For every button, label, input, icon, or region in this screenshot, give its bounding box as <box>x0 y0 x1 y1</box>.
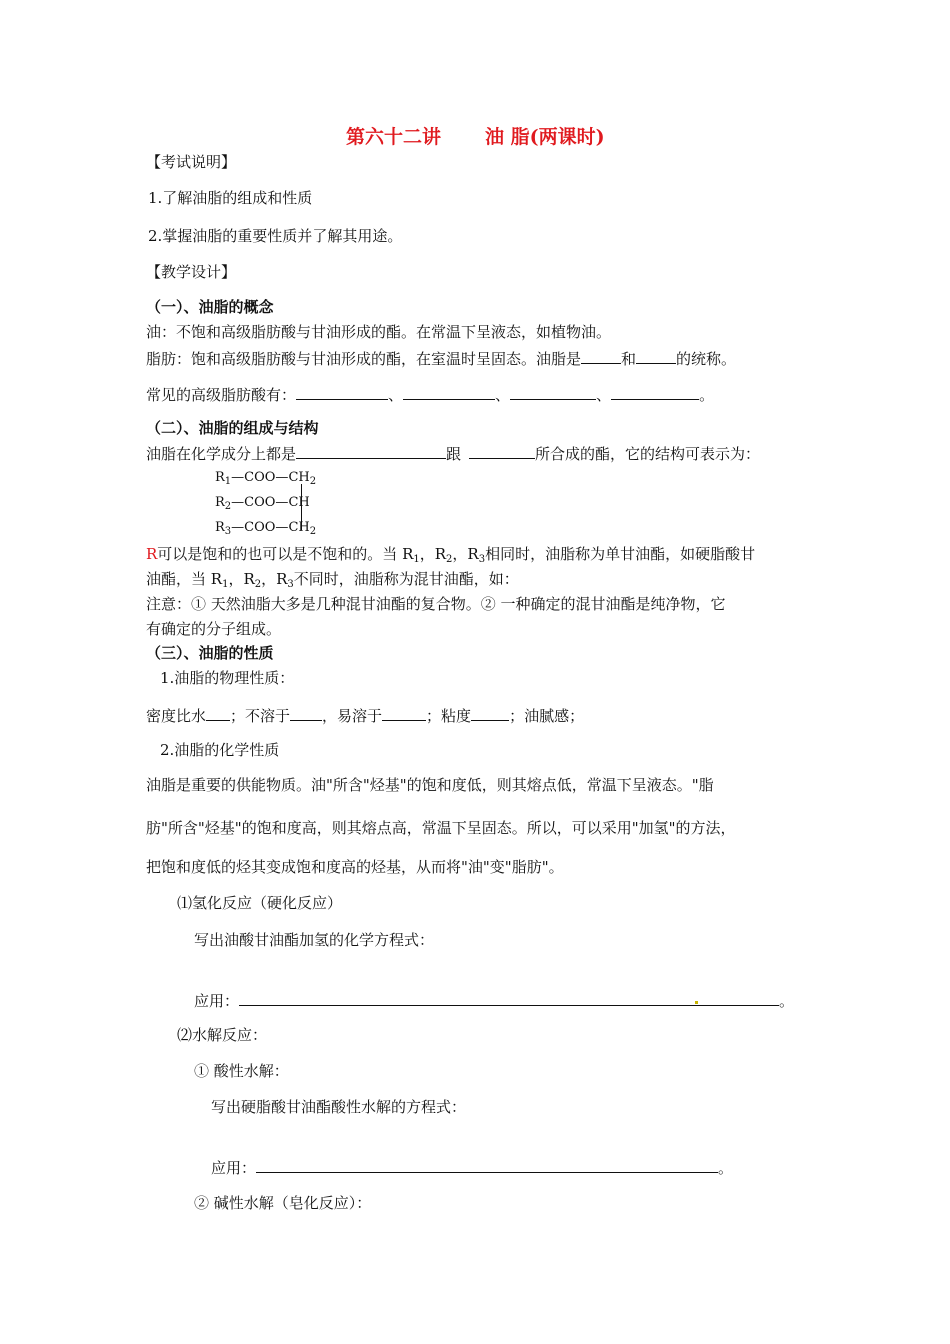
physical-properties-blanks: 密度比水 ；不溶于 ，易溶于 ；粘度 ；油腻感； <box>146 707 585 725</box>
acid-hydrolysis-application: 应用： 。 <box>211 1159 734 1177</box>
note-line-1: 注意：① 天然油脂大多是几种混甘油酯的复合物。② 一种确定的混甘油酯是纯净物，它 <box>146 595 726 613</box>
chem-paragraph-3: 把饱和度低的烃其变成饱和度高的烃基，从而将"油"变"脂肪"。 <box>146 858 564 876</box>
chemical-properties-heading: 2.油脂的化学性质 <box>160 741 280 759</box>
r-description-1: R可以是饱和的也可以是不饱和的。当 $R_1$，$R_2$，$R_3$相同时，油脂称为单甘油酯，如硬脂酸甘 <box>146 545 756 565</box>
design-heading: 【教学设计】 <box>146 263 237 281</box>
exam-heading: 【考试说明】 <box>146 153 237 171</box>
common-acids: 常见的高级脂肪酸有： 、 、 、 。 <box>146 386 715 404</box>
blank-fatty-acid[interactable] <box>469 443 535 459</box>
acid-hydrolysis-heading: ① 酸性水解： <box>194 1062 289 1080</box>
blank-soluble[interactable] <box>382 705 426 721</box>
stray-mark <box>695 1001 698 1004</box>
blank-acid-2[interactable] <box>403 384 495 400</box>
exam-item-2: 2.掌握油脂的重要性质并了解其用途。 <box>148 227 403 245</box>
hydrogenation-heading: ⑴氢化反应（硬化反应） <box>177 894 343 912</box>
blank-acid-1[interactable] <box>296 384 388 400</box>
oil-definition: 油：不饱和高级脂肪酸与甘油形成的酯。在常温下呈液态，如植物油。 <box>146 323 612 341</box>
hydrolysis-heading: ⑵水解反应： <box>177 1026 268 1044</box>
blank-density[interactable] <box>206 705 230 721</box>
title-lecture: 第六十二讲 <box>346 126 442 148</box>
blank-hydrogenation-application[interactable] <box>239 990 779 1006</box>
hydrogenation-application: 应用： 。 <box>194 992 795 1010</box>
section-1-heading: （一）、油脂的概念 <box>146 298 274 316</box>
formula-row-2: $R_2—COO—CH$ <box>215 495 310 512</box>
formula-row-3: $R_3—COO—CH_2$ <box>215 520 317 537</box>
acid-hydrolysis-question: 写出硬脂酸甘油酯酸性水解的方程式： <box>211 1098 467 1116</box>
blank-fat[interactable] <box>636 348 676 364</box>
blank-acid-4[interactable] <box>611 384 699 400</box>
section-2-heading: （二）、油脂的组成与结构 <box>146 419 319 437</box>
blank-acid-hydrolysis-application[interactable] <box>256 1157 718 1173</box>
formula-row-1: $R_1—COO—CH_2$ <box>215 470 317 487</box>
exam-item-1: 1.了解油脂的组成和性质 <box>148 189 313 207</box>
formula-bond-line <box>301 484 302 530</box>
blank-glycerol[interactable] <box>296 443 446 459</box>
title-topic: 油 脂(两课时) <box>485 126 605 148</box>
hydrogenation-question: 写出油酸甘油酯加氢的化学方程式： <box>194 931 435 949</box>
note-line-2: 有确定的分子组成。 <box>146 620 282 638</box>
chem-paragraph-1: 油脂是重要的供能物质。油"所含"烃基"的饱和度低，则其熔点低，常温下呈液态。"脂 <box>146 776 714 794</box>
blank-oil[interactable] <box>581 348 621 364</box>
fat-definition: 脂肪：饱和高级脂肪酸与甘油形成的酯，在室温时呈固态。油脂是 和 的统称。 <box>146 350 737 368</box>
blank-acid-3[interactable] <box>510 384 596 400</box>
page-title <box>346 127 605 147</box>
alkaline-hydrolysis-heading: ② 碱性水解（皂化反应）： <box>194 1194 372 1212</box>
r-description-2: 油酯，当 $R_1$，$R_2$，$R_3$不同时，油脂称为混甘油酯，如： <box>146 570 519 590</box>
composition-line: 油脂在化学成分上都是 跟 所合成的酯，它的结构可表示为： <box>146 445 761 463</box>
physical-properties-heading: 1.油脂的物理性质： <box>160 669 295 687</box>
section-3-heading: （三）、油脂的性质 <box>146 644 274 662</box>
blank-viscosity[interactable] <box>471 705 509 721</box>
blank-insoluble[interactable] <box>290 705 322 721</box>
chem-paragraph-2: 肪"所含"烃基"的饱和度高，则其熔点高，常温下呈固态。所以，可以采用"加氢"的方法， <box>146 819 736 837</box>
